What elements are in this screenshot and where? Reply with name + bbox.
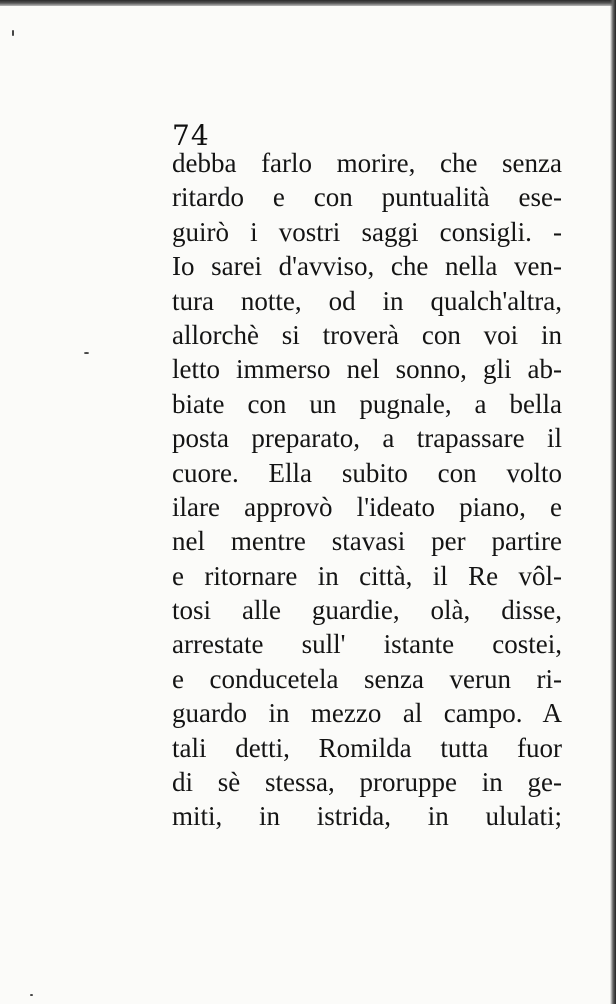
text-line: cuore. Ella subito con volto: [172, 457, 562, 488]
text-line: posta preparato, a trapassare il: [172, 423, 562, 454]
text-line: debba farlo morire, che senza: [172, 148, 562, 178]
page-right-edge: [610, 0, 616, 1004]
text-line: guirò i vostri saggi consigli. -: [172, 216, 562, 247]
paper-speck: [30, 994, 33, 996]
text-line: miti, in istrida, in ululati;: [172, 801, 562, 832]
text-line: nel mentre stavasi per partire: [172, 526, 562, 557]
text-line: biate con un pugnale, a bella: [172, 388, 562, 419]
text-line: di sè stessa, proruppe in ge-: [172, 767, 562, 798]
page-top-edge: [0, 0, 616, 6]
text-line: tosi alle guardie, olà, disse,: [172, 595, 562, 626]
text-line: e ritornare in città, il Re vôl-: [172, 560, 562, 591]
body-text: [172, 146, 562, 834]
text-line: allorchè si troverà con voi in: [172, 319, 562, 350]
text-line: guardo in mezzo al campo. A: [172, 698, 562, 729]
text-line: tali detti, Romilda tutta fuor: [172, 732, 562, 763]
text-line: arrestate sull' istante costei,: [172, 629, 562, 660]
paper-speck: [12, 30, 14, 36]
paper-speck: [84, 352, 89, 354]
text-line: ritardo e con puntualità ese-: [172, 182, 562, 213]
text-line: ilare approvò l'ideato piano, e: [172, 491, 562, 522]
text-line: tura notte, od in qualch'altra,: [172, 285, 562, 316]
page-number: 74: [172, 119, 210, 152]
text-line: Io sarei d'avviso, che nella ven-: [172, 251, 562, 282]
text-line: e conducetela senza verun ri-: [172, 663, 562, 694]
text-line: letto immerso nel sonno, gli ab-: [172, 354, 562, 385]
